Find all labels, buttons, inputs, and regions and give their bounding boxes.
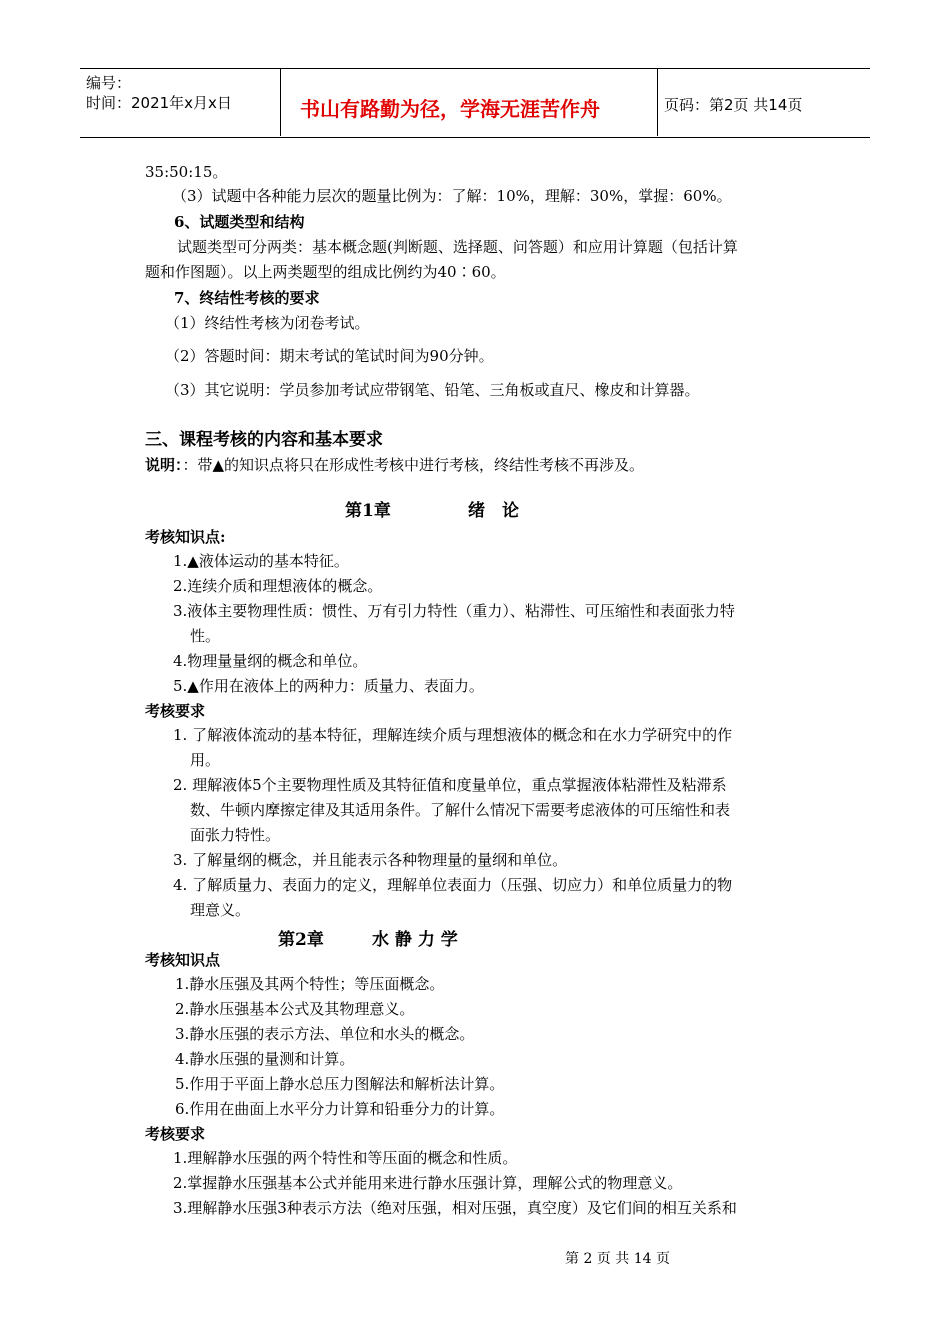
ch2-req-item: 3.理解静水压强3种表示方法（绝对压强，相对压强，真空度）及它们间的相互关系和 (173, 1199, 737, 1217)
ch2-title-name: 水 静 力 学 (372, 930, 458, 950)
ch2-kp-item: 1.静水压强及其两个特性；等压面概念。 (175, 975, 445, 993)
ch2-kp-item: 6.作用在曲面上水平分力计算和铅垂分力的计算。 (175, 1100, 505, 1118)
s6-title: 6、试题类型和结构 (174, 213, 305, 231)
ch1-title-name: 绪 论 (468, 501, 519, 521)
ch1-req-item: 面张力特性。 (190, 826, 281, 844)
footer-page-number: 第 2 页 共 14 页 (565, 1251, 670, 1267)
ch1-req-item: 2. 理解液体5个主要物理性质及其特征值和度量单位，重点掌握液体粘滞性及粘滞系 (173, 776, 727, 794)
s7-item: （1）终结性考核为闭卷考试。 (165, 314, 370, 332)
ch1-kp-item: 2.连续介质和理想液体的概念。 (173, 577, 383, 595)
ch2-kp-label: 考核知识点 (145, 951, 221, 969)
ch2-req-item: 1.理解静水压强的两个特性和等压面的概念和性质。 (173, 1149, 518, 1167)
s6-line2: 题和作图题）。以上两类题型的组成比例约为40∶60。 (145, 263, 506, 281)
s6-line1: 试题类型可分两类：基本概念题(判断题、选择题、问答题）和应用计算题（包括计算 (177, 238, 738, 256)
s7-title: 7、终结性考核的要求 (174, 289, 320, 307)
ch2-req-label: 考核要求 (145, 1125, 206, 1143)
ch1-kp-item: 4.物理量量纲的概念和单位。 (173, 652, 368, 670)
header-motto: 书山有路勤为径，学海无涯苦作舟 (300, 97, 600, 121)
ch1-req-item: 4. 了解质量力、表面力的定义，理解单位表面力（压强、切应力）和单位质量力的物 (173, 876, 733, 894)
ch1-title-num: 第1章 (345, 501, 391, 521)
ch2-kp-item: 3.静水压强的表示方法、单位和水头的概念。 (175, 1025, 475, 1043)
ch2-kp-item: 2.静水压强基本公式及其物理意义。 (175, 1000, 415, 1018)
doc-time-label: 时间：2021年x月x日 (86, 94, 232, 112)
ch2-kp-item: 4.静水压强的量测和计算。 (175, 1050, 355, 1068)
ch1-kp-item: 3.液体主要物理性质：惯性、万有引力特性（重力）、粘滞性、可压缩性和表面张力特 (173, 602, 735, 620)
header-page-label: 页码：第2页 共14页 (664, 96, 803, 114)
s7-item: （3）其它说明：学员参加考试应带钢笔、铅笔、三角板或直尺、橡皮和计算器。 (165, 381, 700, 399)
doc-number-label: 编号： (86, 74, 132, 92)
section3-title: 三、课程考核的内容和基本要求 (145, 430, 383, 450)
section3-note (145, 455, 644, 475)
ch1-req-item: 用。 (190, 751, 221, 769)
ability-ratio: （3）试题中各种能力层次的题量比例为：了解：10%，理解：30%，掌握：60%。 (172, 187, 732, 205)
ratio-continuation: 35:50:15。 (145, 163, 228, 181)
note-text: ：带▲的知识点将只在形成性考核中进行考核，终结性考核不再涉及。 (182, 456, 645, 474)
ch1-kp-item: 1.▲液体运动的基本特征。 (173, 552, 349, 570)
ch1-req-item: 3. 了解量纲的概念，并且能表示各种物理量的量纲和单位。 (173, 851, 568, 869)
header-divider (657, 68, 658, 136)
ch1-kp-item: 性。 (190, 627, 221, 645)
s7-item: （2）答题时间：期末考试的笔试时间为90分钟。 (165, 347, 494, 365)
ch1-kp-item: 5.▲作用在液体上的两种力：质量力、表面力。 (173, 677, 484, 695)
note-label: 说明： (145, 456, 183, 474)
ch1-req-item: 理意义。 (190, 901, 251, 919)
ch1-req-item: 数、牛顿内摩擦定律及其适用条件。了解什么情况下需要考虑液体的可压缩性和表 (190, 801, 731, 819)
ch2-req-item: 2.掌握静水压强基本公式并能用来进行静水压强计算，理解公式的物理意义。 (173, 1174, 683, 1192)
ch1-kp-label: 考核知识点: (145, 528, 226, 546)
ch2-title-num: 第2章 (278, 930, 324, 950)
ch2-kp-item: 5.作用于平面上静水总压力图解法和解析法计算。 (175, 1075, 505, 1093)
header-divider (280, 68, 281, 136)
ch1-req-item: 1. 了解液体流动的基本特征，理解连续介质与理想液体的概念和在水力学研究中的作 (173, 726, 733, 744)
ch1-req-label: 考核要求 (145, 702, 206, 720)
